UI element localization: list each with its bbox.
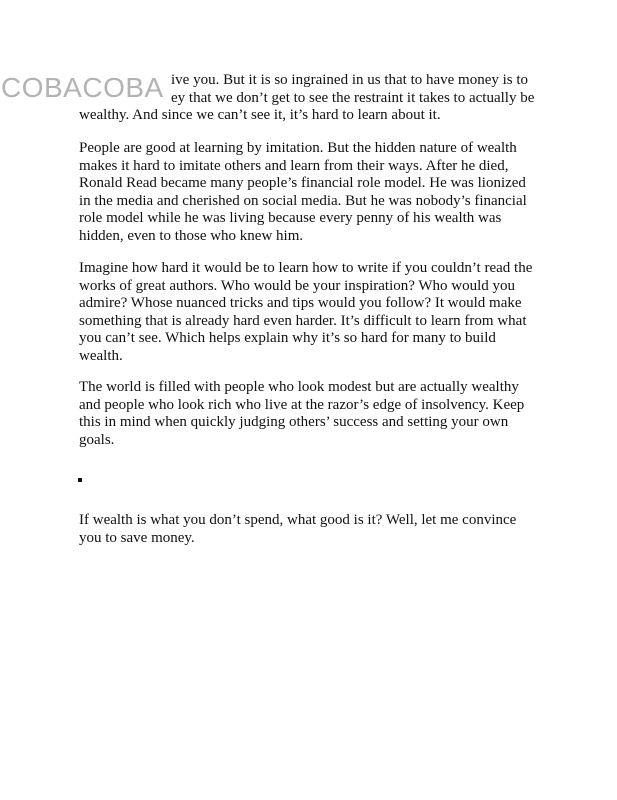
section-separator-mark xyxy=(78,478,82,482)
paragraph-line: you can’t see. Which helps explain why it’s so hard for many to build xyxy=(79,330,496,347)
paragraph-line: Ronald Read became many people’s financial role model. He was lionized xyxy=(79,175,526,192)
paragraph-line: ive you. But it is so ingrained in us that to have money is to xyxy=(171,72,529,88)
paragraph-line: wealthy. And since we can’t see it, it’s hard to learn about it. xyxy=(79,107,441,124)
paragraph-line: role model while he was living because every penny of his wealth was xyxy=(79,210,502,227)
paragraph-5 xyxy=(79,512,541,547)
paragraph-2 xyxy=(79,140,541,246)
paragraph-line: People are good at learning by imitation. But the hidden nature of wealth xyxy=(79,140,517,156)
paragraph-line: and people who look rich who live at the razor’s edge of insolvency. Keep xyxy=(79,396,525,413)
paragraph-line: wealth. xyxy=(79,347,123,364)
paragraph-line: something that is already hard even harder. It’s difficult to learn from what xyxy=(79,312,527,329)
paragraph-3 xyxy=(79,260,541,366)
paragraph-line: hidden, even to those who knew him. xyxy=(79,227,304,244)
paragraph-4 xyxy=(79,379,541,449)
paragraph-line: in the media and cherished on social media. But he was nobody’s financial xyxy=(79,192,527,209)
paragraph-line: The world is filled with people who look modest but are actually wealthy xyxy=(79,379,519,395)
paragraph-line: works of great authors. Who would be your inspiration? Who would you xyxy=(79,277,516,294)
paragraph-line: admire? Whose nuanced tricks and tips would you follow? It would make xyxy=(79,295,522,312)
paragraph-line: ey that we don’t get to see the restraint it takes to actually be xyxy=(171,89,535,106)
paragraph-line: If wealth is what you don’t spend, what good is it? Well, let me convince xyxy=(79,512,517,528)
paragraph-line: you to save money. xyxy=(79,529,195,546)
paragraph-line: this in mind when quickly judging others’ success and setting your own xyxy=(79,414,509,431)
paragraph-line: Imagine how hard it would be to learn how to write if you couldn’t read the xyxy=(79,260,533,276)
watermark-text: COBACOBA xyxy=(1,72,164,103)
paragraph-line: goals. xyxy=(79,431,115,448)
paragraph-line: makes it hard to imitate others and learn from their ways. After he died, xyxy=(79,157,509,174)
